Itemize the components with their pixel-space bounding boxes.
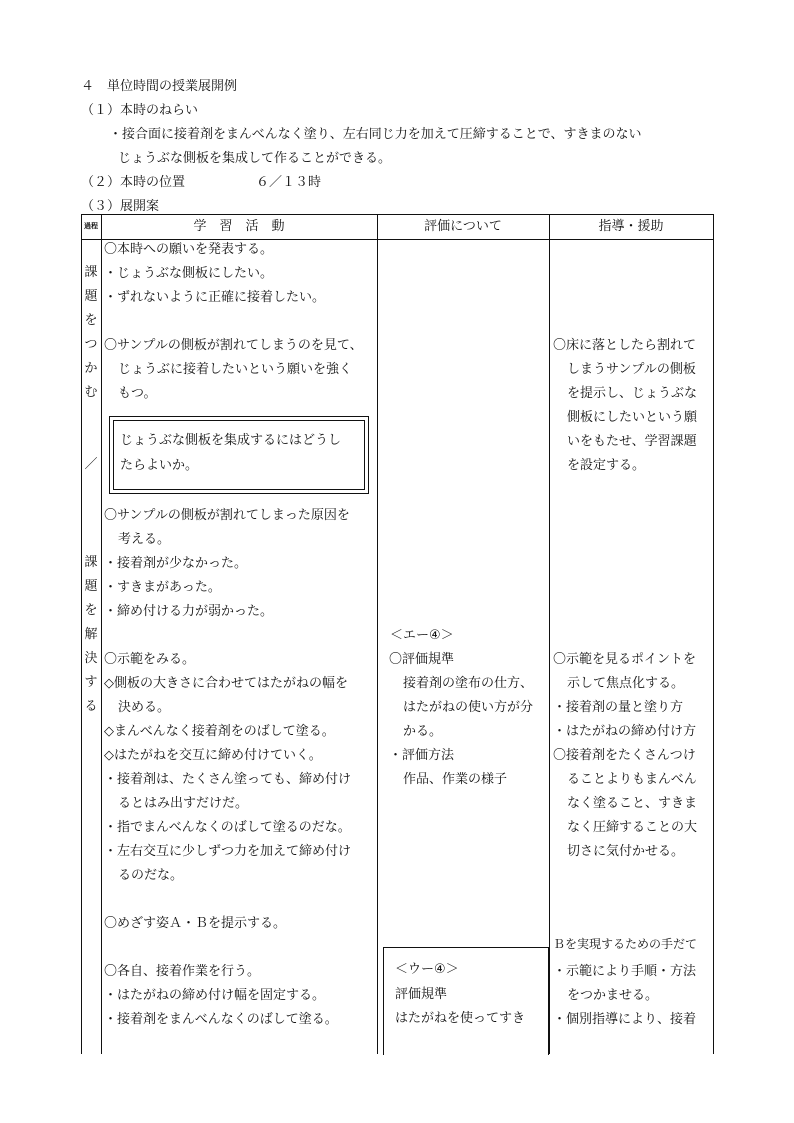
stage-char: 課 <box>84 265 98 280</box>
learning-problem-line-2: たらよいか。 <box>120 458 199 473</box>
activity-line: ・指でまんべんなくのばして塗るのだな。 <box>104 820 351 835</box>
header-divider <box>81 239 714 240</box>
guidance-line: 側板にしたいという願 <box>567 410 698 425</box>
guidance-line: 〇床に落としたら割れて <box>553 338 697 353</box>
guidance-line: なく圧締することの大 <box>567 820 698 835</box>
activity-line: じょうぶに接着したいという願いを強く <box>118 362 353 377</box>
stage-char: む <box>84 385 98 400</box>
aim-line-1: ・接合面に接着剤をまんべんなく塗り、左右同じ力を加えて圧締することで、すきまのない <box>109 127 642 142</box>
guidance-line: いをもたせ、学習課題 <box>567 434 697 449</box>
header-stage: 過程 <box>84 222 98 230</box>
activity-line: ・接着剤が少なかった。 <box>104 556 248 571</box>
guidance-line: を設定する。 <box>567 458 646 473</box>
table-border-right <box>713 214 714 1054</box>
guidance-line: ・接着剤の量と塗り方 <box>553 700 684 715</box>
evaluation-box-line-1: ＜ウー④＞ <box>395 962 459 977</box>
activity-line: 決める。 <box>118 700 171 715</box>
guidance-line: をつかませる。 <box>567 988 659 1003</box>
evaluation-line: 接着剤の塗布の仕方、 <box>403 676 534 691</box>
guidance-line: ・個別指導により、接着 <box>553 1012 697 1027</box>
stage-char: 題 <box>84 289 98 304</box>
section-heading: ４ 単位時間の授業展開例 <box>81 79 238 94</box>
guidance-line: ・示範により手順・方法 <box>553 964 697 979</box>
activity-line: ・じょうぶな側板にしたい。 <box>104 266 274 281</box>
stage-char: を <box>84 603 98 618</box>
position-value: ６／１３時 <box>256 175 322 190</box>
evaluation-line: ・評価方法 <box>389 748 455 763</box>
stage-char: す <box>84 675 98 690</box>
guidance-line: Ｂを実現するための手だて <box>553 937 698 951</box>
stage-char: 課 <box>84 555 98 570</box>
evaluation-box-line-2: 評価規準 <box>395 987 448 1002</box>
activity-line: ・締め付ける力が弱かった。 <box>104 604 274 619</box>
guidance-line: 切さに気付かせる。 <box>567 844 685 859</box>
guidance-line: しまうサンプルの側板 <box>567 362 696 377</box>
evaluation-line: ＜エー④＞ <box>390 628 454 643</box>
evaluation-line: はたがねの使い方が分 <box>403 700 534 715</box>
activity-line: ・ずれないように正確に接着したい。 <box>104 290 326 305</box>
guidance-line: 示して焦点化する。 <box>567 676 685 691</box>
learning-problem-box-inner <box>113 420 365 490</box>
evaluation-line: 作品、作業の様子 <box>403 772 508 787</box>
evaluation-box-line-3: はたがねを使ってすき <box>395 1011 526 1026</box>
column-divider-1 <box>101 214 102 1054</box>
activity-line: 〇示範をみる。 <box>104 652 196 667</box>
guidance-line: 〇接着剤をたくさんつけ <box>553 748 696 763</box>
stage-char: を <box>84 313 98 328</box>
activity-line: 〇サンプルの側板が割れてしまうのを見て、 <box>104 338 363 353</box>
guidance-line: を提示し、じょうぶな <box>567 386 698 401</box>
aim-label: （１）本時のねらい <box>81 103 199 118</box>
lesson-plan-table <box>81 214 714 1054</box>
evaluation-line: 〇評価規準 <box>389 652 455 667</box>
activity-line: ・接着剤をまんべんなくのばして塗る。 <box>104 1012 338 1027</box>
guidance-line: 〇示範を見るポイントを <box>553 652 697 667</box>
activity-line: ・左右交互に少しずつ力を加えて締め付け <box>104 844 352 859</box>
column-divider-2 <box>377 214 378 1054</box>
column-divider-3 <box>549 214 550 1054</box>
stage-char: つ <box>84 337 98 352</box>
learning-problem-line-1: じょうぶな側板を集成するにはどうし <box>120 433 342 448</box>
activity-line: 〇めざす姿Ａ・Ｂを提示する。 <box>104 916 287 931</box>
evaluation-line: かる。 <box>403 724 443 739</box>
activity-line: るのだな。 <box>118 868 184 883</box>
guidance-line: なく塗ること、すきま <box>567 796 698 811</box>
activity-line: ・すきまがあった。 <box>104 580 221 595</box>
activity-line: ◇側板の大きさに合わせてはたがねの幅を <box>104 676 348 691</box>
activity-line: るとはみ出すだけだ。 <box>118 796 249 811</box>
guidance-line: ることよりもまんべん <box>567 772 697 787</box>
activity-line: 〇各自、接着作業を行う。 <box>104 964 261 979</box>
activity-line: ◇はたがねを交互に締め付けていく。 <box>104 748 322 763</box>
stage-char: 決 <box>84 651 98 666</box>
guidance-line: ・はたがねの締め付け方 <box>553 724 697 739</box>
plan-label: （３）展開案 <box>81 199 160 214</box>
activity-line: ・はたがねの締め付け幅を固定する。 <box>104 988 326 1003</box>
activity-line: 〇本時への願いを発表する。 <box>104 242 274 257</box>
stage-char: 解 <box>84 627 98 642</box>
header-activity: 学 習 活 動 <box>193 219 285 234</box>
stage-char: 題 <box>84 579 98 594</box>
aim-line-2: じょうぶな側板を集成して作ることができる。 <box>118 151 392 166</box>
activity-line: 考える。 <box>118 532 171 547</box>
activity-line: もつ。 <box>118 386 157 401</box>
position-label: （２）本時の位置 <box>81 175 186 190</box>
activity-line: ◇まんべんなく接着剤をのばして塗る。 <box>104 724 335 739</box>
stage-char: か <box>84 361 98 376</box>
stage-char: ／ <box>84 457 98 472</box>
activity-line: ・接着剤は、たくさん塗っても、締め付け <box>104 772 352 787</box>
activity-line: 〇サンプルの側板が割れてしまった原因を <box>104 508 350 523</box>
stage-char: る <box>84 699 98 714</box>
header-guidance: 指導・援助 <box>598 219 664 234</box>
header-evaluation: 評価について <box>424 219 502 234</box>
